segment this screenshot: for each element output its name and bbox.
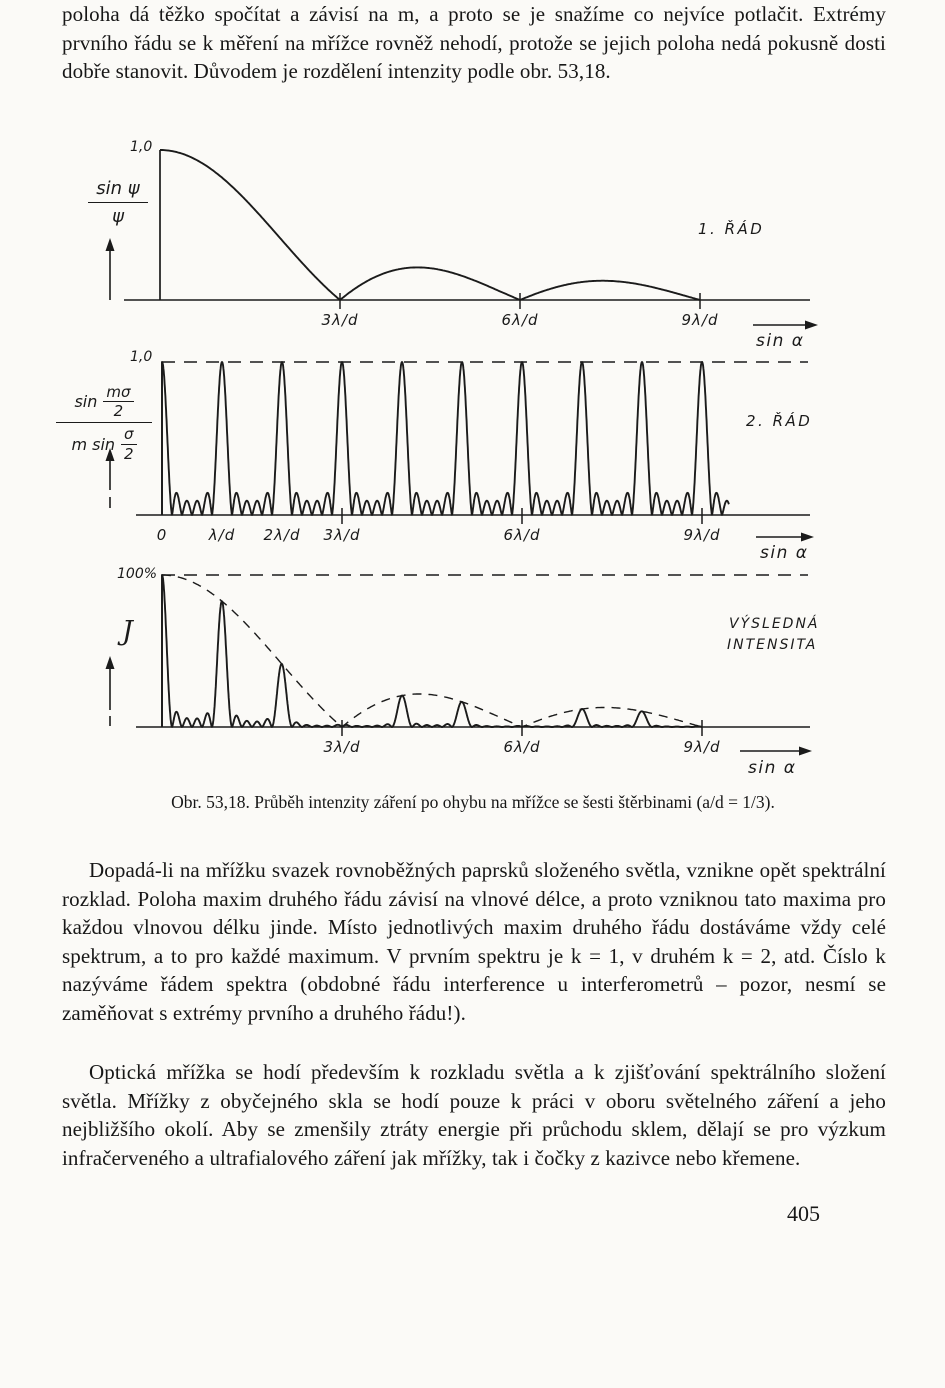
plot3-x-axis-arrow-head (799, 747, 812, 756)
plot3-tick-label-2: 9λ/d (683, 738, 721, 756)
page-number: 405 (787, 1201, 820, 1226)
plot1-x-axis-label: sin α (756, 331, 805, 351)
plot2-tick-label-4: 6λ/d (503, 526, 541, 544)
plot1-tick-label-0: 3λ/d (321, 311, 359, 329)
plot2-y-max-label: 1,0 (130, 349, 153, 365)
plot2-tick-label-5: 9λ/d (683, 526, 721, 544)
plot1-tick-label-1: 6λ/d (501, 311, 539, 329)
plot2-ylabel-den-frac (121, 426, 137, 461)
plot1-tick-label-2: 9λ/d (681, 311, 719, 329)
plot1-x-axis-arrow-head (805, 321, 818, 330)
plot2-order-label: 2. ŘÁD (746, 412, 813, 430)
plot2-ylabel-msin: m sin (71, 434, 116, 454)
plot1-ylabel-fraction-bar (88, 202, 148, 203)
plot3-order-label-line2: INTENSITA (727, 637, 818, 653)
plot2-ylabel-num-frac-bottom: 2 (113, 402, 124, 421)
plot1-ylabel-denominator: ψ (112, 206, 124, 227)
plot3-y-axis-label: J (122, 616, 133, 647)
plot3-envelope-dashed (162, 575, 702, 727)
plot2-tick-label-0: 0 (156, 526, 168, 544)
plot2-ylabel-num-frac (103, 384, 133, 419)
plot2-tick-label-3: 3λ/d (323, 526, 361, 544)
paragraph-gratings: Optická mřížka se hodí především k rozkladu světla a k zjišťování spektrálního složení světla. Mřížky z obyčejného skla se hodí pouze k práci v oboru světelného záření a jeho nejbližšího okolí. Aby se zmenšily ztráty energie při průchodu sklem, dělají se pro výzkum infračerveného a ultrafialového záření jak mřížky, tak i čočky z kazivce nebo křemene. (62, 1060, 886, 1170)
plot3-curve (162, 575, 702, 727)
plot2-ylabel-den-frac-bottom: 2 (124, 444, 134, 463)
plot3-order-label-line1: VÝSLEDNÁ (729, 616, 820, 632)
plot2-ylabel-numerator (54, 384, 154, 419)
plot1-ylabel-numerator: sin ψ (96, 178, 140, 199)
plot1-y-axis-arrow-head (106, 238, 115, 251)
figure-plots-svg (0, 138, 945, 800)
figure-53-18 (0, 138, 945, 800)
plot1-curve (160, 150, 700, 300)
plot2-tick-label-1: λ/d (208, 526, 236, 544)
plot2-y-axis-label (54, 384, 154, 462)
plot2-x-axis-label: sin α (760, 543, 809, 563)
plot2-ylabel-sin: sin (74, 392, 98, 412)
paragraph-top: poloha dá těžko spočítat a závisí na m, a proto se je snažíme co nejvíce potlačit. Extrémy prvního řádu se k měření na mřížce rovněž nehodí, protože se jejich poloha nedá pokusně dosti dobře stanovit. Důvodem je rozdělení intenzity podle obr. 53,18. (62, 2, 886, 84)
plot1-y-axis-label (86, 178, 150, 227)
plot2-ylabel-fraction-bar (56, 422, 152, 423)
plot2-x-axis-arrow-head (801, 533, 814, 542)
plot2-ylabel-num-frac-top: mσ (103, 384, 133, 402)
plot2-curve (162, 362, 729, 515)
plot3-y-axis-arrow-head (106, 656, 115, 669)
plot3-y-max-label: 100% (117, 566, 158, 582)
plot3-tick-label-1: 6λ/d (503, 738, 541, 756)
plot3-tick-label-0: 3λ/d (323, 738, 361, 756)
plot1-order-label: 1. ŘÁD (698, 220, 765, 238)
plot3-x-axis-label: sin α (748, 758, 797, 778)
plot2-ylabel-denominator (54, 426, 154, 461)
figure-caption: Obr. 53,18. Průběh intenzity záření po ohybu na mřížce se šesti štěrbinami (a/d = 1/3). (171, 792, 775, 812)
plot1-y-max-label: 1,0 (130, 139, 153, 155)
paragraph-spectra: Dopadá-li na mřížku svazek rovnoběžných paprsků složeného světla, vznikne opět spektrální rozklad. Poloha maxim druhého řádu závisí na vlnové délce, a proto vzniknou tato maxima pro každou vlnovou délku jinde. Místo jednotlivých maxim druhého řádu dostáváme vždy celé spektrum, a to pro každé maximum. V prvním spektru je k = 1, v druhém k = 2, atd. Číslo k nazýváme řádem spektra (obdobné řádu interference u interferometrů – pozor, nesmí se zaměňovat s extrémy prvního a druhého řádu!). (62, 858, 886, 1025)
plot2-tick-label-2: 2λ/d (263, 526, 301, 544)
plot2-ylabel-den-frac-top: σ (121, 426, 137, 444)
